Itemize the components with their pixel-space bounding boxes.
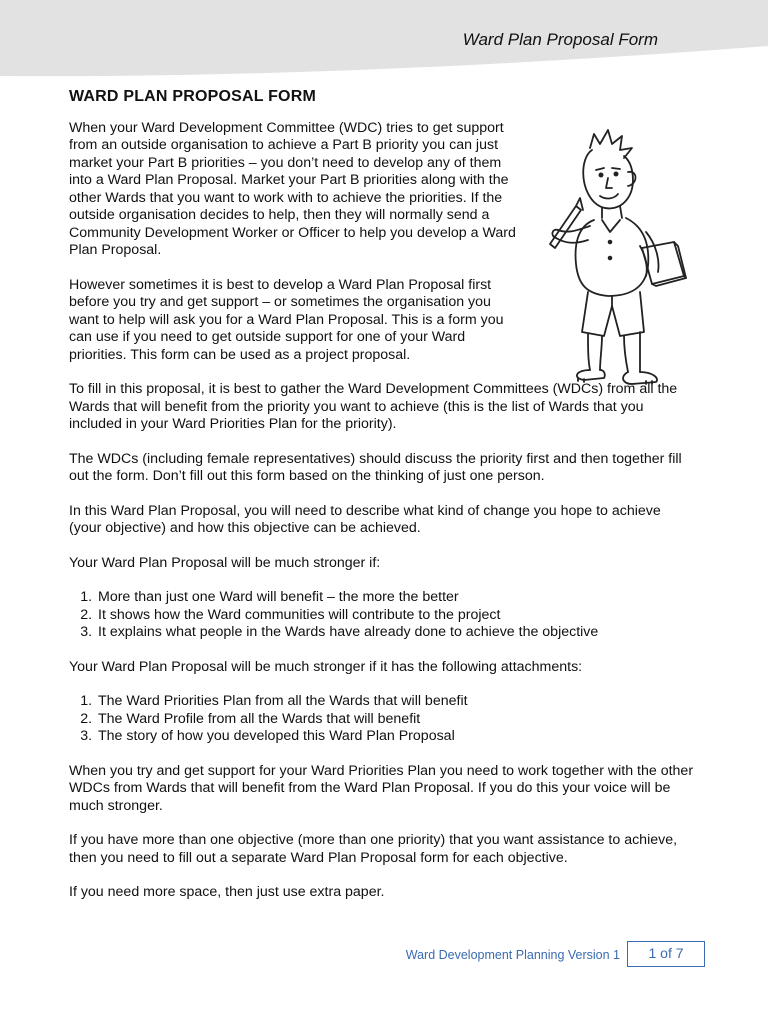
paragraph-work-together: When you try and get support for your Ward Priorities Plan you need to work together with the other WDCs from Wards that will benefit from the Ward Plan Proposal. If you do this your voice will be much stronger.	[69, 762, 694, 814]
intro-section	[69, 120, 519, 365]
strength-list	[69, 589, 697, 642]
list-item: 3. It explains what people in the Wards have already done to achieve the objective	[96, 624, 697, 642]
paragraph-attachments-intro: Your Ward Plan Proposal will be much stronger if it has the following attachments:	[69, 658, 583, 675]
list-item: 1. The Ward Priorities Plan from all the Wards that will benefit	[96, 693, 697, 711]
list-item: 1. More than just one Ward will benefit – the more the better	[96, 589, 697, 607]
document-title: WARD PLAN PROPOSAL FORM	[69, 88, 316, 105]
paragraph-intro-1: When your Ward Development Committee (WDC) tries to get support from an outside organisation to achieve a Part B priority you can just market your Part B priorities – you don’t need to develop any of them into a Ward Plan Proposal. Market your Part B priorities along with the other Wards that you want to work with to achieve the priorities. If the outside organisation decides to help, then they will normally send a Community Development Worker or Officer to help you develop a Ward Plan Proposal.	[69, 119, 516, 258]
cartoon-man-illustration-icon	[528, 126, 700, 388]
paragraph-intro-2: However sometimes it is best to develop a Ward Plan Proposal first before you try and get support – or sometimes the organisation you want to help will ask you for a Ward Plan Proposal. This is a form you can use if you need to get outside support for one of your Ward priorities. This form can be used as a project proposal.	[69, 276, 504, 363]
list-item: 2. It shows how the Ward communities will contribute to the project	[96, 607, 697, 625]
list-item: 2. The Ward Profile from all the Wards that will benefit	[96, 711, 697, 729]
paragraph-extra-paper: If you need more space, then just use extra paper.	[69, 884, 385, 900]
page-number-box: 1 of 7	[627, 941, 705, 967]
paragraph-stronger-if: Your Ward Plan Proposal will be much stronger if:	[69, 554, 381, 571]
paragraph-multiple-objectives: If you have more than one objective (more than one priority) that you want assistance to achieve, then you need to fill out a separate Ward Plan Proposal form for each objective.	[69, 832, 678, 866]
paragraph-discuss-priority: The WDCs (including female representatives) should discuss the priority first and then together fill out the form. Don’t fill out this form based on the thinking of just one person.	[69, 450, 682, 484]
attachments-list	[69, 693, 697, 746]
footer-label: Ward Development Planning Version 1	[405, 948, 620, 962]
list-item: 3. The story of how you developed this Ward Plan Proposal	[96, 728, 697, 746]
running-header-title: Ward Plan Proposal Form	[462, 30, 658, 49]
paragraph-gather-wdcs: To fill in this proposal, it is best to gather the Ward Development Committees (WDCs) from all the Wards that will benefit from the priority you want to achieve (this is the list of Wards that you included in your Ward Priorities Plan for the priority).	[69, 381, 678, 432]
paragraph-describe-change: In this Ward Plan Proposal, you will need to describe what kind of change you hope to achieve (your objective) and how this objective can be achieved.	[69, 502, 661, 536]
